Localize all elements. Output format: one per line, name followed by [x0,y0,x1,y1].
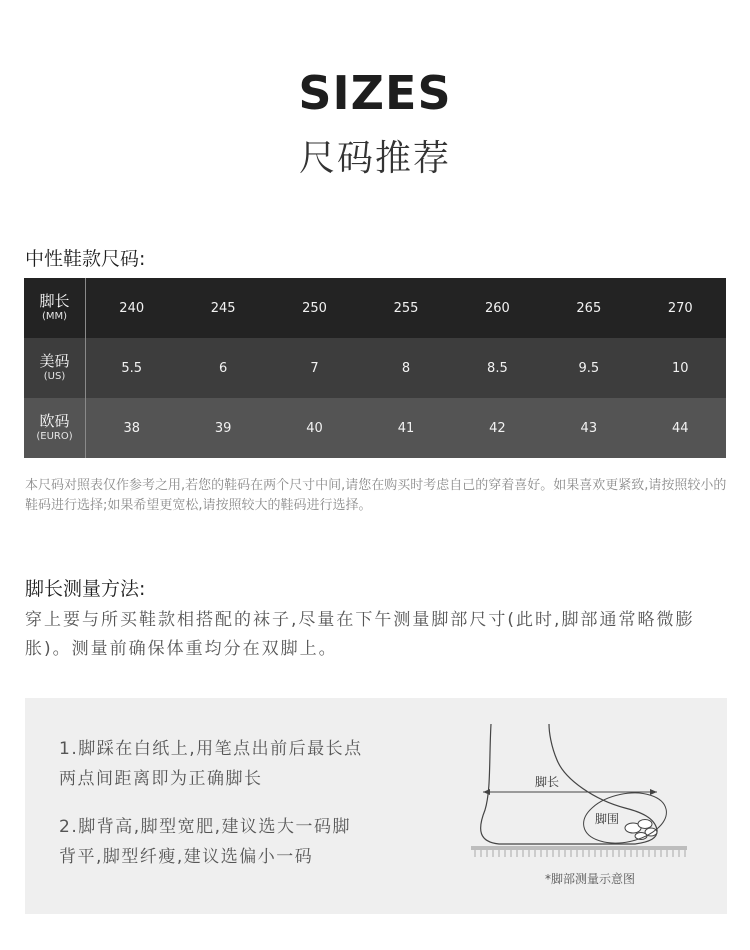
size-section-heading: 中性鞋款尺码: [25,248,146,270]
step-1-line-1: 1.脚踩在白纸上,用笔点出前后最长点 [59,739,363,759]
table-cell: 44 [671,420,689,436]
step-2-line-1: 2.脚背高,脚型宽肥,建议选大一码脚 [59,817,352,837]
table-cell: 9.5 [578,360,600,376]
table-cell: 8 [401,360,411,376]
row-header [24,398,86,458]
table-cell: 7 [310,360,319,376]
table-cell: 39 [214,420,232,436]
table-cell: 41 [397,420,415,436]
diagram-caption: *脚部测量示意图 [544,872,635,886]
toes-icon [625,820,657,840]
table-row-foot-length [24,278,726,338]
page-title-cn: 尺码推荐 [298,138,451,179]
row-unit: (EURO) [36,431,73,442]
method-description: 穿上要与所买鞋款相搭配的袜子,尽量在下午测量脚部尺寸(此时,脚部通常略微膨胀)。测量前确保体重均分在双脚上。 [25,610,695,659]
table-cell: 270 [667,300,693,316]
table-cell: 6 [218,360,228,376]
row-header [24,278,86,338]
table-cell: 38 [123,420,140,436]
step-1 [59,734,439,794]
row-header [24,338,86,398]
step-1-line-2: 两点间距离即为正确脚长 [59,769,263,789]
table-cell: 40 [306,420,323,436]
measurement-panel [25,698,727,914]
foot-measurement-diagram [465,720,695,865]
row-label: 欧码 [39,412,70,430]
size-note: 本尺码对照表仅作参考之用,若您的鞋码在两个尺寸中间,请您在购买时考虑自己的穿着喜好。如果喜欢更紧致,请按照较小的鞋码进行选择;如果希望更宽松,请按照较大的鞋码进行选择。 [25,478,727,513]
step-2-line-2: 背平,脚型纤瘦,建议选偏小一码 [59,847,314,867]
table-cell: 43 [580,420,598,436]
table-cell: 10 [671,360,689,376]
row-unit: (US) [43,371,66,382]
table-cell: 265 [576,300,602,316]
row-unit: (MM) [41,311,68,322]
page-title-en: SIZES [298,66,452,120]
method-section-heading: 脚长测量方法: [25,578,146,600]
table-row-us-size [24,338,726,398]
row-label: 脚长 [39,292,70,310]
table-row-eu-size [24,398,726,458]
step-2 [59,812,439,872]
table-cell: 8.5 [487,360,508,376]
table-cell: 42 [489,420,506,436]
table-cell: 240 [119,300,145,316]
table-cell: 255 [393,300,419,316]
table-cell: 250 [302,300,327,316]
length-label: 脚长 [535,775,560,789]
row-label: 美码 [39,352,70,370]
table-cell: 5.5 [121,360,143,376]
girth-label: 脚围 [595,812,620,826]
ground-icon [471,846,687,850]
table-cell: 245 [210,300,236,316]
table-cell: 260 [484,300,510,316]
size-table [24,278,726,458]
